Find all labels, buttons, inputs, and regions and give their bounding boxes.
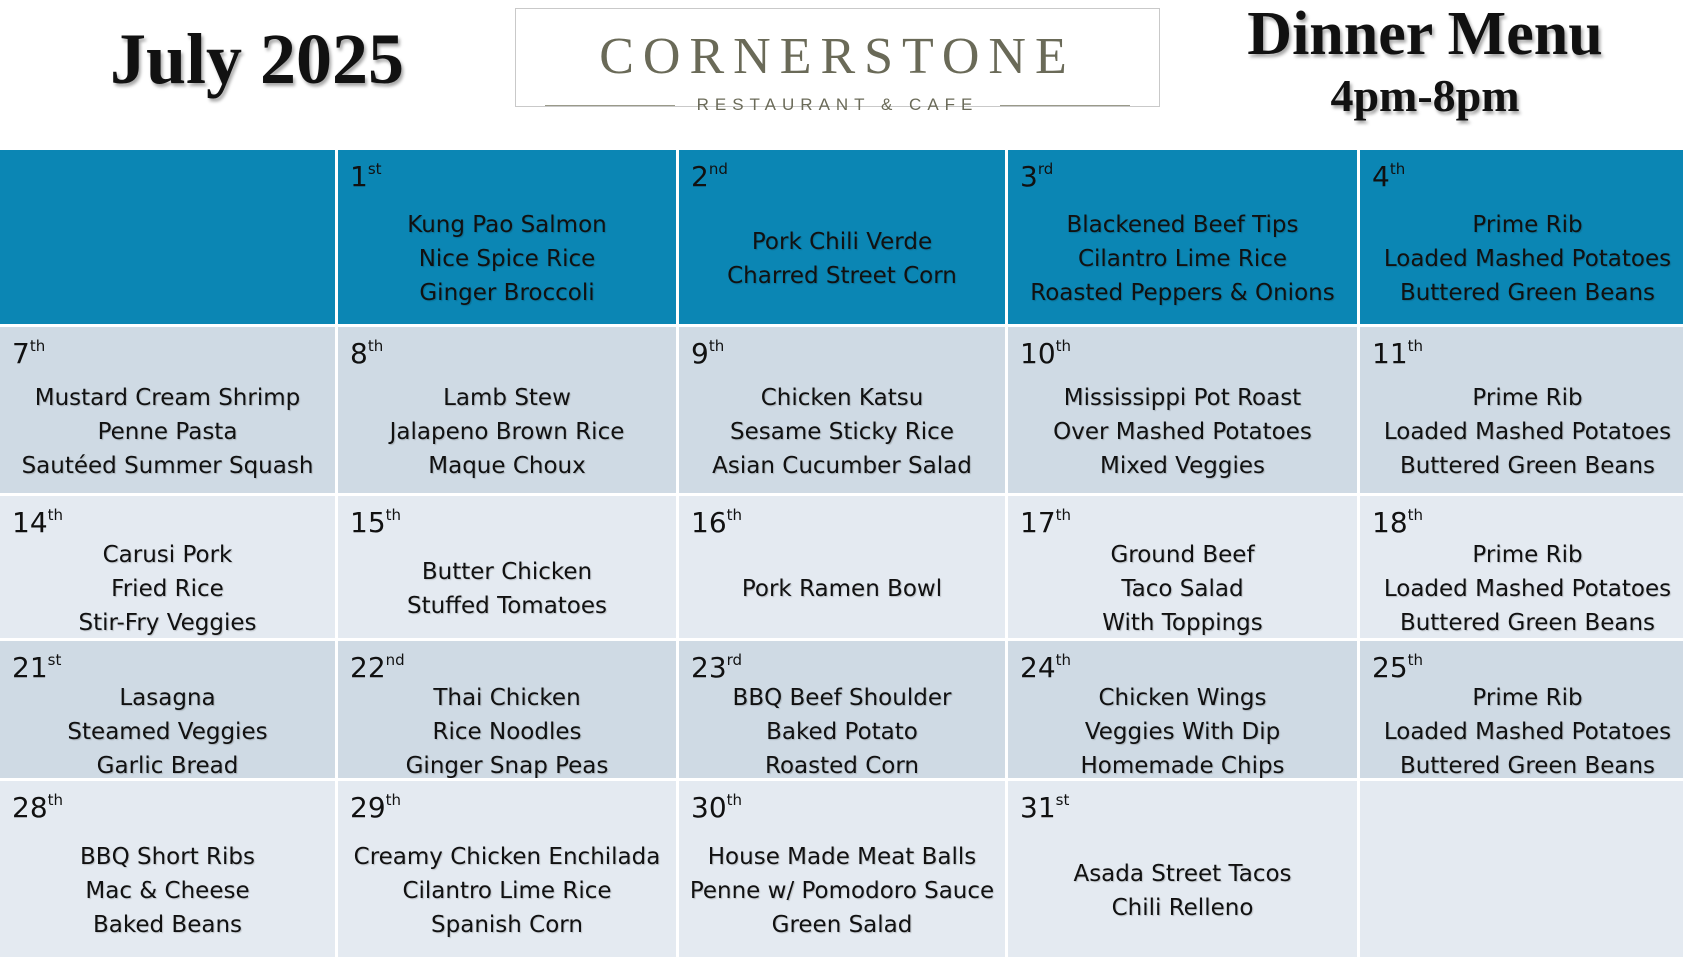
dish-item: Ginger Snap Peas (405, 752, 609, 778)
dish-item: Maque Choux (428, 453, 586, 479)
dish-item: Kung Pao Salmon (407, 212, 607, 238)
day-number: 11 (1372, 337, 1408, 370)
dish-list (0, 540, 335, 638)
day-ordinal-suffix: th (367, 336, 384, 355)
dish-list (1008, 685, 1357, 778)
day-number: 2 (691, 160, 709, 193)
dish-list (338, 194, 676, 324)
dish-list (0, 685, 335, 778)
day-number: 29 (350, 791, 386, 824)
day-number-label (350, 506, 401, 539)
calendar-day-cell (1360, 496, 1683, 638)
dish-item: Loaded Mashed Potatoes (1383, 246, 1672, 272)
day-ordinal-suffix: st (1055, 790, 1070, 809)
calendar-day-cell (679, 781, 1005, 957)
calendar-day-cell (0, 781, 335, 957)
menu-calendar-grid (0, 150, 1683, 945)
dish-item: Taco Salad (1121, 576, 1244, 602)
day-number-label (12, 506, 63, 539)
dish-list (1360, 540, 1683, 638)
day-ordinal-suffix: th (1407, 650, 1424, 669)
dish-item: Loaded Mashed Potatoes (1383, 419, 1672, 445)
dish-item: Loaded Mashed Potatoes (1383, 718, 1672, 745)
calendar-day-cell (338, 327, 676, 493)
day-number: 28 (12, 791, 48, 824)
day-number: 16 (691, 506, 727, 539)
restaurant-logo (515, 8, 1160, 114)
dish-item: Rice Noodles (432, 718, 582, 745)
calendar-day-cell (338, 641, 676, 778)
day-number-label (691, 337, 724, 370)
calendar-day-cell (1008, 781, 1357, 957)
dish-list (338, 825, 676, 957)
day-number-label (350, 337, 383, 370)
day-number: 17 (1020, 506, 1056, 539)
calendar-day-cell (0, 641, 335, 778)
day-ordinal-suffix: th (1055, 505, 1072, 524)
dish-item: Garlic Bread (96, 752, 239, 778)
dish-list (1008, 194, 1357, 324)
day-number-label (350, 791, 401, 824)
dish-list (1360, 371, 1683, 493)
day-number-label (1020, 160, 1053, 193)
dish-item: Charred Street Corn (727, 263, 957, 289)
calendar-day-cell (679, 496, 1005, 638)
day-ordinal-suffix: th (1055, 336, 1072, 355)
day-ordinal-suffix: th (47, 790, 64, 809)
dish-item: Homemade Chips (1080, 752, 1285, 778)
month-title: July 2025 (110, 19, 405, 99)
dish-item: Nice Spice Rice (418, 246, 596, 272)
day-ordinal-suffix: rd (726, 650, 743, 669)
dish-item: BBQ Beef Shoulder (732, 684, 952, 711)
dish-item: Spanish Corn (431, 912, 583, 938)
dish-item: Mustard Cream Shrimp (34, 385, 301, 411)
day-number: 23 (691, 651, 727, 684)
dish-list (679, 685, 1005, 778)
dish-item: BBQ Short Ribs (80, 844, 255, 870)
day-ordinal-suffix: th (708, 336, 725, 355)
day-number-label (12, 337, 45, 370)
menu-title-block (1190, 0, 1660, 122)
dish-list (1008, 825, 1357, 957)
dish-item: Baked Beans (92, 912, 243, 938)
menu-hours: 4pm-8pm (1330, 70, 1520, 122)
calendar-day-cell (0, 150, 335, 324)
day-number: 18 (1372, 506, 1408, 539)
calendar-day-cell (0, 496, 335, 638)
dish-item: Mac & Cheese (85, 878, 250, 904)
calendar-day-cell (338, 150, 676, 324)
dish-item: Penne Pasta (97, 419, 238, 445)
day-number-label (1020, 506, 1071, 539)
dish-item: Lasagna (119, 684, 216, 711)
menu-header (0, 0, 1683, 150)
dish-item: Over Mashed Potatoes (1053, 419, 1312, 445)
dish-list (338, 540, 676, 638)
dish-item: Lamb Stew (443, 385, 571, 411)
day-number-label (691, 651, 742, 684)
dish-list (1360, 685, 1683, 778)
calendar-day-cell (338, 781, 676, 957)
day-ordinal-suffix: th (726, 505, 743, 524)
day-number: 7 (12, 337, 30, 370)
day-ordinal-suffix: th (29, 336, 46, 355)
dish-list (0, 371, 335, 493)
day-number-label (1372, 651, 1423, 684)
day-number: 4 (1372, 160, 1390, 193)
dish-item: Stuffed Tomatoes (406, 593, 608, 619)
day-number: 9 (691, 337, 709, 370)
dish-item: Stir-Fry Veggies (78, 610, 257, 636)
dish-list (0, 825, 335, 957)
dish-item: Prime Rib (1472, 684, 1583, 711)
dish-item: Fried Rice (111, 576, 224, 602)
day-ordinal-suffix: rd (1037, 159, 1054, 178)
dish-item: Jalapeno Brown Rice (389, 419, 625, 445)
day-number: 25 (1372, 651, 1408, 684)
dish-item: Chicken Katsu (760, 385, 924, 411)
day-ordinal-suffix: th (1389, 159, 1406, 178)
dish-item: Green Salad (771, 912, 913, 938)
logo-divider-left (545, 105, 675, 106)
dish-list (1360, 825, 1683, 957)
calendar-day-cell (1360, 641, 1683, 778)
calendar-day-cell (0, 327, 335, 493)
logo-name: CORNERSTONE (599, 28, 1076, 85)
calendar-day-cell (1360, 150, 1683, 324)
dish-list (338, 685, 676, 778)
day-number: 8 (350, 337, 368, 370)
day-ordinal-suffix: th (1055, 650, 1072, 669)
day-ordinal-suffix: th (47, 505, 64, 524)
dish-item: Roasted Peppers & Onions (1030, 280, 1335, 306)
day-number: 10 (1020, 337, 1056, 370)
day-ordinal-suffix: th (385, 505, 402, 524)
dish-item: Ginger Broccoli (419, 280, 595, 306)
dish-item: Carusi Pork (102, 542, 233, 568)
day-number-label (691, 160, 728, 193)
day-number-label (1372, 506, 1423, 539)
dish-item: Mixed Veggies (1099, 453, 1266, 479)
day-number: 30 (691, 791, 727, 824)
day-ordinal-suffix: th (385, 790, 402, 809)
dish-item: Steamed Veggies (67, 718, 268, 745)
day-ordinal-suffix: st (47, 650, 62, 669)
day-number-label (1020, 651, 1071, 684)
calendar-day-cell (679, 150, 1005, 324)
dish-list (679, 371, 1005, 493)
menu-title: Dinner Menu (1247, 0, 1603, 68)
dish-item: Penne w/ Pomodoro Sauce (689, 878, 995, 904)
day-ordinal-suffix: th (726, 790, 743, 809)
dish-item: Veggies With Dip (1084, 718, 1281, 745)
calendar-day-cell (679, 327, 1005, 493)
calendar-day-cell (1360, 327, 1683, 493)
day-number: 24 (1020, 651, 1056, 684)
dish-item: House Made Meat Balls (707, 844, 977, 870)
dish-item: With Toppings (1102, 610, 1263, 636)
day-number: 22 (350, 651, 386, 684)
dish-item: Chili Relleno (1111, 895, 1254, 921)
dish-item: Cilantro Lime Rice (1077, 246, 1288, 272)
dish-list (0, 194, 335, 324)
day-number-label (1020, 791, 1069, 824)
dish-item: Sesame Sticky Rice (730, 419, 954, 445)
day-number: 21 (12, 651, 48, 684)
dish-list (1008, 540, 1357, 638)
dish-list (338, 371, 676, 493)
dish-item: Creamy Chicken Enchilada (353, 844, 661, 870)
calendar-day-cell (1008, 641, 1357, 778)
calendar-day-cell (1008, 150, 1357, 324)
calendar-day-cell (679, 641, 1005, 778)
dish-item: Prime Rib (1472, 542, 1583, 568)
day-number-label (350, 160, 382, 193)
day-number: 3 (1020, 160, 1038, 193)
day-number: 14 (12, 506, 48, 539)
dish-list (1008, 371, 1357, 493)
day-ordinal-suffix: nd (385, 650, 405, 669)
day-number-label (1372, 337, 1423, 370)
dish-item: Buttered Green Beans (1399, 453, 1656, 479)
dish-list (679, 194, 1005, 324)
dish-list (1360, 194, 1683, 324)
dish-item: Butter Chicken (421, 559, 593, 585)
day-number-label (350, 651, 405, 684)
day-number-label (12, 791, 63, 824)
dish-item: Buttered Green Beans (1399, 752, 1656, 778)
day-ordinal-suffix: nd (708, 159, 728, 178)
dish-item: Asada Street Tacos (1073, 861, 1292, 887)
day-ordinal-suffix: st (367, 159, 382, 178)
day-number-label (1372, 160, 1405, 193)
calendar-day-cell (1360, 781, 1683, 957)
logo-divider-right (1000, 105, 1130, 106)
dish-item: Pork Chili Verde (751, 229, 933, 255)
day-number: 1 (350, 160, 368, 193)
dish-list (679, 540, 1005, 638)
dish-item: Ground Beef (1110, 542, 1255, 568)
dish-item: Prime Rib (1472, 385, 1583, 411)
dish-item: Chicken Wings (1098, 684, 1267, 711)
dish-item: Buttered Green Beans (1399, 610, 1656, 636)
logo-subtitle-row (516, 95, 1159, 115)
day-number-label (691, 506, 742, 539)
dish-item: Thai Chicken (433, 684, 581, 711)
day-number: 15 (350, 506, 386, 539)
dish-item: Loaded Mashed Potatoes (1383, 576, 1672, 602)
day-number: 31 (1020, 791, 1056, 824)
day-ordinal-suffix: th (1407, 336, 1424, 355)
dish-item: Blackened Beef Tips (1066, 212, 1299, 238)
calendar-day-cell (1008, 327, 1357, 493)
calendar-day-cell (338, 496, 676, 638)
dish-item: Asian Cucumber Salad (712, 453, 972, 479)
day-number-label (1020, 337, 1071, 370)
dish-item: Mississippi Pot Roast (1063, 385, 1302, 411)
dish-item: Prime Rib (1472, 212, 1583, 238)
dish-item: Baked Potato (766, 718, 918, 745)
calendar-day-cell (1008, 496, 1357, 638)
dish-item: Sautéed Summer Squash (21, 453, 314, 479)
dish-item: Pork Ramen Bowl (741, 576, 943, 602)
dish-list (679, 825, 1005, 957)
day-number-label (691, 791, 742, 824)
dish-item: Buttered Green Beans (1399, 280, 1656, 306)
logo-subtitle: RESTAURANT & CAFE (696, 95, 979, 114)
day-number-label (12, 651, 61, 684)
dish-item: Roasted Corn (765, 752, 919, 778)
day-ordinal-suffix: th (1407, 505, 1424, 524)
dish-item: Cilantro Lime Rice (402, 878, 612, 904)
